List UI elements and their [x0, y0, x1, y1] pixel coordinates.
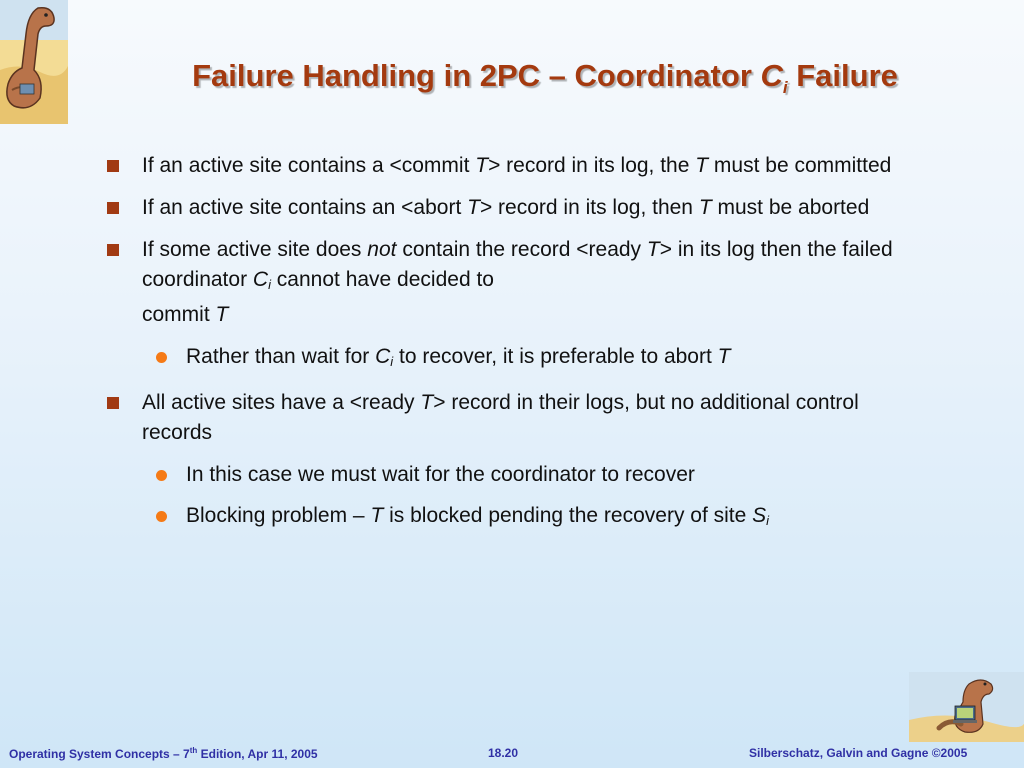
list-item: If an active site contains a <commit T> record in its log, the T must be committed — [104, 151, 904, 181]
list-item: If some active site does not contain the record <ready T> in its log then the failed coordinator $C_i$ cannot have decided to commit T — [104, 235, 904, 330]
footer-course-title: Operating System Concepts – 7th Edition, Apr 11, 2005 — [9, 746, 318, 761]
list-item: All active sites have a <ready T> record in their logs, but no additional control records — [104, 388, 904, 448]
round-bullet-icon — [156, 470, 167, 481]
list-item: In this case we must wait for the coordinator to recover — [104, 460, 904, 490]
footer-page-number: 18.20 — [488, 746, 519, 760]
round-bullet-icon — [156, 352, 167, 363]
slide-title: Failure Handling in 2PC – Coordinator $C_i$ Failure — [192, 58, 898, 98]
list-item: If an active site contains an <abort T> record in its log, then T must be aborted — [104, 193, 904, 223]
square-bullet-icon — [107, 202, 119, 214]
footer-authors: Silberschatz, Galvin and Gagne ©2005 — [749, 746, 968, 760]
slide-body — [104, 151, 904, 547]
square-bullet-icon — [107, 244, 119, 256]
round-bullet-icon — [156, 511, 167, 522]
square-bullet-icon — [107, 397, 119, 409]
dinosaur-computer-icon — [909, 672, 1024, 742]
square-bullet-icon — [107, 160, 119, 172]
list-item: Rather than wait for $C_i$ to recover, it is preferable to abort T — [104, 342, 904, 377]
list-item: Blocking problem – T is blocked pending the recovery of site $S_i$ — [104, 501, 904, 536]
